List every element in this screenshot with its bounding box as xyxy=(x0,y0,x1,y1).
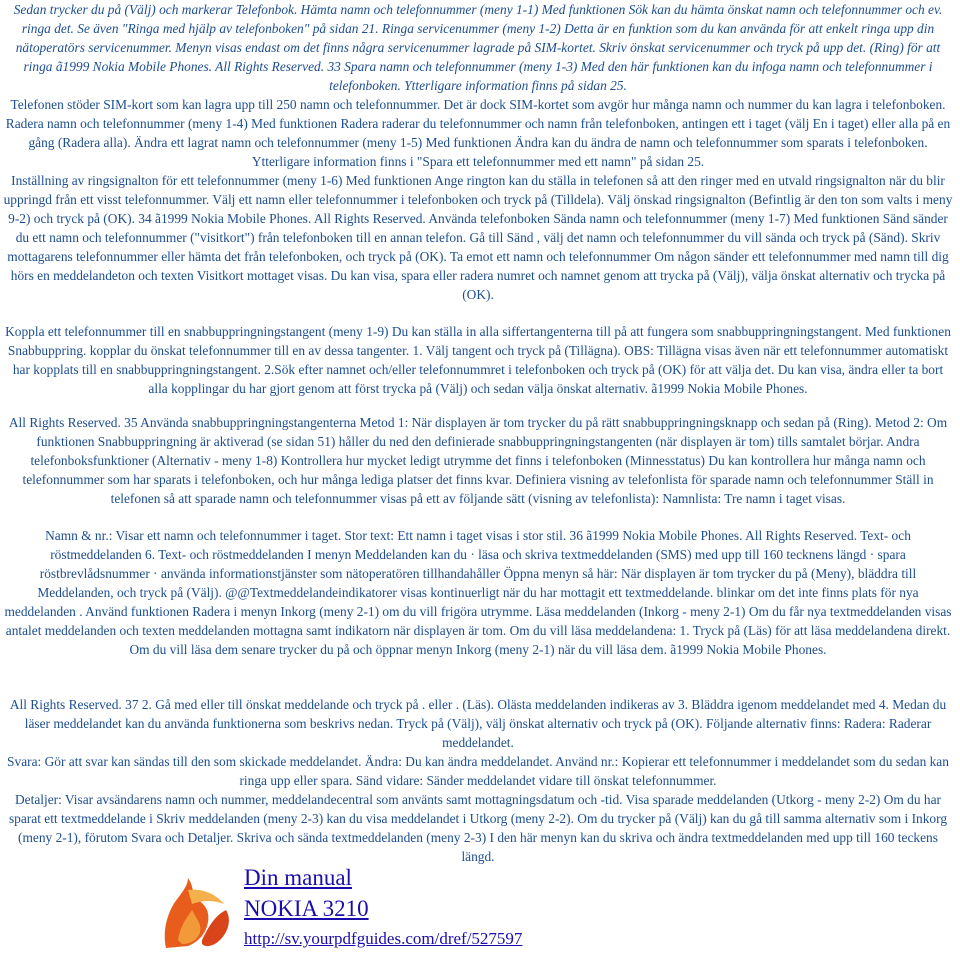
url-link[interactable]: http://sv.yourpdfguides.com/dref/527597 xyxy=(244,929,523,948)
paragraph-7: All Rights Reserved. 37 2. Gå med eller till önskat meddelande och tryck på . eller . (Läs). Olästa meddelanden indikeras av 3. Bläddra igenom meddelandet med 4. Medan du läser meddelandet kan du använda funktionerna som beskrivs nedan. Tryck på (Välj), välj önskat alternativ och tryck på (OK). Följande alternativ finns: Radera: Raderar meddelandet. xyxy=(9,697,947,750)
paragraph-2: Telefonen stöder SIM-kort som kan lagra upp till 250 namn och telefonnummer. Det är dock SIM-kortet som avgör hur många namn och nummer du kan lagra i telefonboken. Radera namn och telefonnummer (meny 1-4) Med funktionen Radera raderar du telefonnummer och namn från telefonboken, antingen ett i taget (välj En i taget) eller alla på en gång (Radera alla). Ändra ett lagrat namn och telefonnummer (meny 1-5) Med funktionen Ändra kan du ändra de namn och telefonnummer som sparats i telefonboken. Ytterligare information finns i "Spara ett telefonnummer med ett namn" på sidan 25. xyxy=(5,97,951,169)
manual-link[interactable]: Din manual xyxy=(244,865,352,890)
paragraph-9: Detaljer: Visar avsändarens namn och nummer, meddelandecentral som använts samt mottagningsdatum och -tid. Visa sparade meddelanden (Utkorg - meny 2-2) Om du har sparat ett textmeddelande i Skriv meddelanden (meny 2-3) kan du visa meddelandet i Utkorg (meny 2-2). Om du trycker på (Välj) kan du gå till samma alternativ som i Inkorg (meny 2-1), förutom Svara och Detaljer. Skriva och sända textmeddelanden (meny 2-3) I den här menyn kan du skriva och ändra textmeddelanden med upp till 160 teckens längd. xyxy=(8,792,948,864)
paragraph-4: Koppla ett telefonnummer till en snabbuppringningstangent (meny 1-9) Du kan ställa in alla siffertangenterna till på att fungera som snabbuppringningstangent. Med funktionen Snabbuppring. kopplar du önskat telefonnummer till en av dessa tangenter. 1. Välj tangent och tryck på (Tillägna). OBS: Tillägna visas även när ett telefonnummer automatiskt har kopplats till en snabbuppringningstangent. 2.Sök efter namnet och/eller telefonnummret i telefonboken och tryck på (OK) för att välja det. Du kan visa, ändra eller ta bort alla kopplingar du har gjort genom att först trycka på (Välj) och sedan välja önskat alternativ. ã1999 Nokia Mobile Phones. xyxy=(5,324,951,396)
model-link[interactable]: NOKIA 3210 xyxy=(244,896,369,921)
manual-footer xyxy=(158,862,588,962)
paragraph-5: All Rights Reserved. 35 Använda snabbuppringningstangenterna Metod 1: När displayen är tom trycker du på rätt snabbuppringningsknapp och sedan på (Ring). Metod 2: Om funktionen Snabbuppringning är aktiverad (se sidan 51) håller du ned den definierade snabbuppringningstangenten (när displayen är tom) tills samtalet börjar. Andra telefonboksfunktioner (Alternativ - meny 1-8) Kontrollera hur mycket ledigt utrymme det finns i telefonboken (Minnesstatus) Du kan kontrollera hur många namn och telefonnummer som har sparats i telefonboken, och hur många lediga platser det finns kvar. Definiera visning av telefonlista för sparade namn och telefonnummer Ställ in telefonen så att sparade namn och telefonnummer visas på ett av följande sätt (visning av telefonlista): Namnlista: Tre namn i taget visas. xyxy=(8,415,948,506)
paragraph-6: Namn & nr.: Visar ett namn och telefonnummer i taget. Stor text: Ett namn i taget visas i stor stil. 36 ã1999 Nokia Mobile Phones. All Rights Reserved. Text- och röstmeddelanden 6. Text- och röstmeddelanden I menyn Meddelanden kan du · läsa och skriva textmeddelanden (SMS) med upp till 160 tecknens längd · spara röstbrevlådsnummer · använda informationstjänster som nätoperatören tillhandahåller Öppna menyn så här: När displayen är tom trycker du på (Meny), bläddra till Meddelanden, och tryck på (Välj). @@Textmeddelandeindikatorer visas kontinuerligt när du har mottagit ett textmeddelande. blinkar om det inte finns plats för nya meddelanden . Använd funktionen Radera i menyn Inkorg (meny 2-1) om du vill frigöra utrymme. Läsa meddelanden (Inkorg - meny 2-1) Om du får nya textmeddelanden visas antalet meddelanden och texten meddelanden mottagna samt indikatorn när displayen är tom. Om du vill läsa meddelandena: 1. Tryck på (Läs) för att läsa meddelandena direkt. Om du vill läsa dem senare trycker du på och öppnar menyn Inkorg (meny 2-1) när du vill läsa dem. ã1999 Nokia Mobile Phones. xyxy=(4,528,952,657)
paragraph-1: Sedan trycker du på (Välj) och markerar Telefonbok. Hämta namn och telefonnummer (meny 1-1) Med funktionen Sök kan du hämta önskat namn och telefonnummer och ev. ringa det. Se även "Ringa med hjälp av telefonboken" på sidan 21. Ringa servicenummer (meny 1-2) Detta är en funktion som du kan använda för att enkelt ringa upp din nätoperatörs servicenummer. Menyn visas endast om det finns några servicenummer lagrade på SIM-kortet. Skriv önskat servicenummer och tryck på upp det. (Ring) för att ringa ã1999 Nokia Mobile Phones. All Rights Reserved. 33 Spara namn och telefonnummer (meny 1-3) Med den här funktionen kan du infoga namn och telefonnummer i telefonboken. Ytterligare information finns på sidan 25. xyxy=(13,2,943,93)
paragraph-8: Svara: Gör att svar kan sändas till den som skickade meddelandet. Ändra: Du kan ändra meddelandet. Använd nr.: Kopierar ett telefonnummer i meddelandet som du sedan kan ringa upp eller spara. Sänd vidare: Sänder meddelandet vidare till önskat telefonnummer. xyxy=(7,754,949,788)
paragraph-3: Inställning av ringsignalton för ett telefonnummer (meny 1-6) Med funktionen Ange rington kan du ställa in telefonen så att den ringer med en utvald ringsignalton när du blir uppringd från ett visst telefonnummer. Välj ett namn eller telefonnummer i telefonboken och tryck på (Tilldela). Välj önskad ringsignalton (Befintlig är den ton som valts i meny 9-2) och tryck på (OK). 34 ã1999 Nokia Mobile Phones. All Rights Reserved. Använda telefonboken Sända namn och telefonnummer (meny 1-7) Med funktionen Sänd sänder du ett namn och telefonnummer ("visitkort") från telefonboken till en annan telefon. Gå till Sänd , välj det namn och telefonnummer du vill sända och tryck på (Sänd). Skriv mottagarens telefonnummer eller hämta det från telefonboken, och tryck på (OK). Ta emot ett namn och telefonnummer Om någon sänder ett telefonnummer med namn till dig hörs en meddelandeton och texten Visitkort mottaget visas. Du kan visa, spara eller radera numret och namnet genom att trycka på (Välj), välja önskat alternativ och trycka på (OK). xyxy=(3,173,953,302)
pdf-icon xyxy=(158,870,236,956)
footer-links xyxy=(244,862,522,951)
